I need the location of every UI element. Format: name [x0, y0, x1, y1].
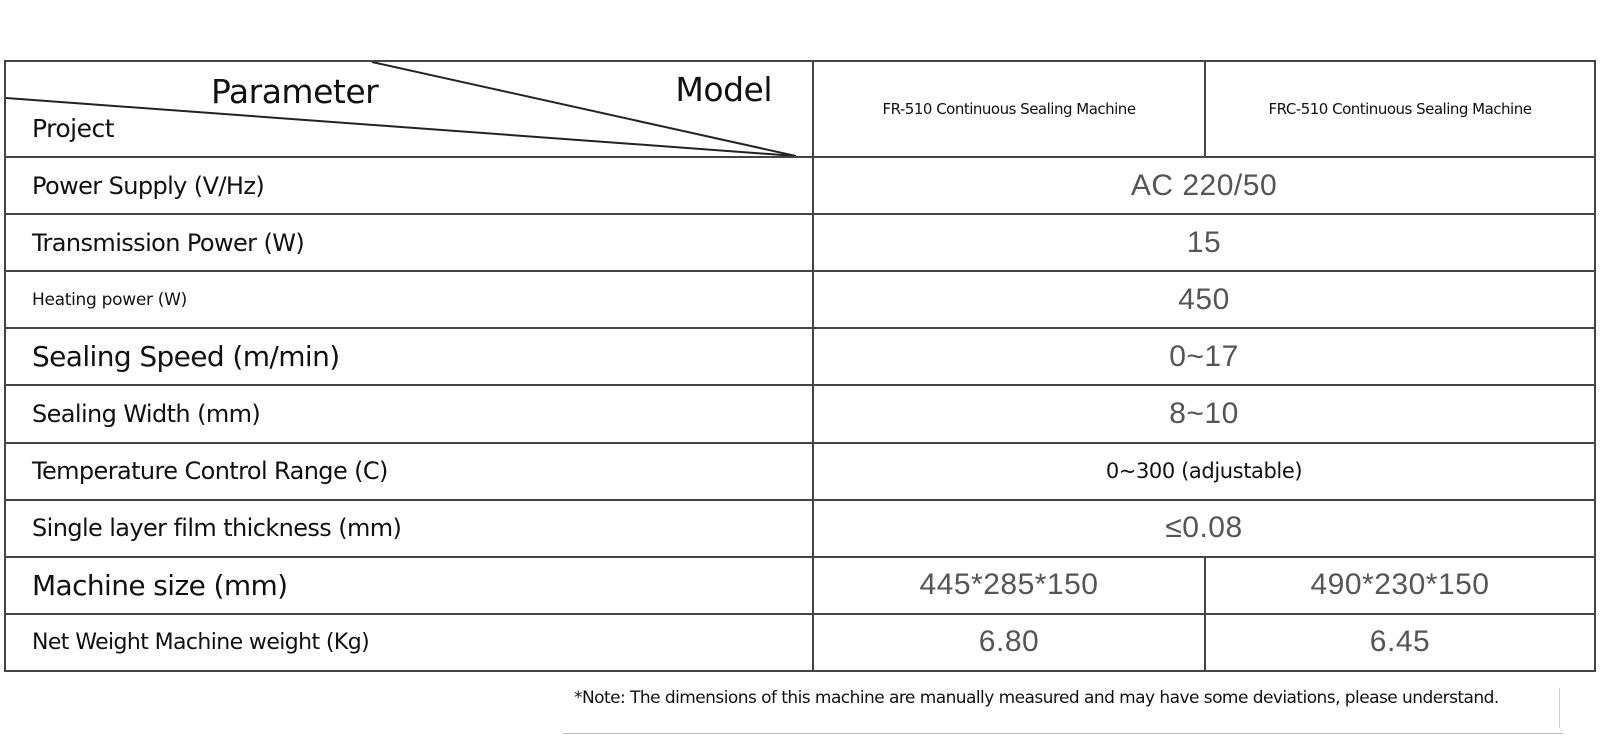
header-model-label: Model [675, 70, 772, 109]
row-label-heating-power: Heating power (W) [5, 271, 813, 328]
row-value-net-weight-fr510: 6.80 [813, 614, 1205, 671]
row-value-film-thickness: ≤0.08 [813, 500, 1595, 557]
row-value-temperature-range: 0~300 (adjustable) [813, 443, 1595, 500]
footnote: *Note: The dimensions of this machine are manually measured and may have some deviations, please understand. [574, 688, 1499, 708]
row-value-sealing-speed: 0~17 [813, 328, 1595, 385]
table-row [5, 385, 1595, 442]
row-value-net-weight-frc510: 6.45 [1205, 614, 1595, 671]
diagonal-header-cell [5, 61, 813, 157]
table-row [5, 157, 1595, 214]
row-label-net-weight: Net Weight Machine weight (Kg) [5, 614, 813, 671]
header-row [5, 61, 1595, 157]
table-row [5, 500, 1595, 557]
header-project-label: Project [32, 114, 115, 143]
row-value-sealing-width: 8~10 [813, 385, 1595, 442]
row-value-machine-size-frc510: 490*230*150 [1205, 557, 1595, 614]
row-value-transmission-power: 15 [813, 214, 1595, 271]
table-row [5, 214, 1595, 271]
row-value-machine-size-fr510: 445*285*150 [813, 557, 1205, 614]
row-label-power-supply: Power Supply (V/Hz) [5, 157, 813, 214]
table-row [5, 328, 1595, 385]
table-row [5, 557, 1595, 614]
table-row [5, 443, 1595, 500]
row-label-sealing-speed: Sealing Speed (m/min) [5, 328, 813, 385]
model-header-frc510: FRC-510 Continuous Sealing Machine [1205, 61, 1595, 157]
footnote-divider [563, 733, 1563, 734]
row-label-transmission-power: Transmission Power (W) [5, 214, 813, 271]
row-label-temperature-range: Temperature Control Range (C) [5, 443, 813, 500]
table-row [5, 271, 1595, 328]
row-label-machine-size: Machine size (mm) [5, 557, 813, 614]
header-parameter-label: Parameter [211, 72, 379, 111]
row-label-sealing-width: Sealing Width (mm) [5, 385, 813, 442]
table-row [5, 614, 1595, 671]
footnote-edge-line [1559, 688, 1560, 728]
row-value-heating-power: 450 [813, 271, 1595, 328]
row-label-film-thickness: Single layer film thickness (mm) [5, 500, 813, 557]
spec-table [4, 60, 1596, 672]
model-header-fr510: FR-510 Continuous Sealing Machine [813, 61, 1205, 157]
row-value-power-supply: AC 220/50 [813, 157, 1595, 214]
